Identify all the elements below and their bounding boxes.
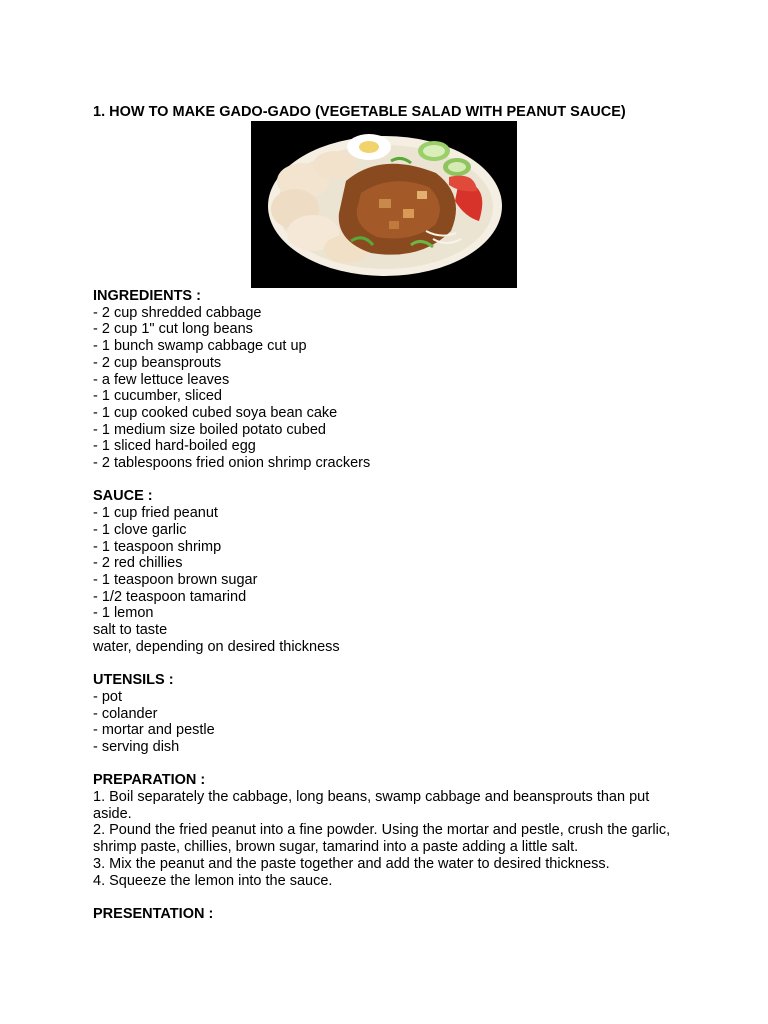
ingredient-item: - 2 cup shredded cabbage [93,304,262,321]
sauce-section [93,488,733,655]
ingredients-section [93,288,733,472]
ingredient-item: - a few lettuce leaves [93,371,230,388]
gado-gado-plate-icon [251,121,517,288]
ingredient-item: - 1 cucumber, sliced [93,388,222,405]
sauce-item: water, depending on desired thickness [93,638,340,655]
utensils-heading: UTENSILS : [93,672,174,689]
utensil-item: - colander [93,705,158,722]
presentation-section [93,906,733,923]
sauce-item: - 1/2 teaspoon tamarind [93,588,247,605]
sauce-heading: SAUCE : [93,488,153,505]
ingredient-item: - 1 sliced hard-boiled egg [93,438,256,455]
ingredient-item: - 2 tablespoons fried onion shrimp crackers [93,455,371,472]
sauce-item: - 1 cup fried peanut [93,505,218,522]
preparation-step: 4. Squeeze the lemon into the sauce. [93,872,333,889]
ingredient-item: - 1 medium size boiled potato cubed [93,421,326,438]
utensil-item: - pot [93,688,123,705]
presentation-heading: PRESENTATION : [93,905,214,922]
sauce-item: - 2 red chillies [93,555,183,572]
utensil-item: - serving dish [93,738,180,755]
sauce-item: salt to taste [93,622,168,639]
preparation-step: 1. Boil separately the cabbage, long beans, swamp cabbage and beansprouts than put aside. [93,789,650,822]
ingredients-heading: INGREDIENTS : [93,288,201,304]
sauce-item: - 1 teaspoon brown sugar [93,571,258,588]
preparation-step: 3. Mix the peanut and the paste together and add the water to desired thickness. [93,855,610,872]
ingredient-item: - 2 cup beansprouts [93,354,222,371]
preparation-step: 2. Pound the fried peanut into a fine powder. Using the mortar and pestle, crush the garlic, shrimp paste, chillies, brown sugar, tamarind into a paste adding a little salt. [93,822,671,856]
utensil-item: - mortar and pestle [93,722,215,739]
sauce-item: - 1 clove garlic [93,521,187,538]
preparation-section [93,772,733,889]
sauce-item: - 1 lemon [93,605,154,622]
recipe-body [93,288,733,939]
sauce-item: - 1 teaspoon shrimp [93,538,222,555]
ingredient-item: - 1 cup cooked cubed soya bean cake [93,404,338,421]
document-page [93,104,733,121]
gado-gado-photo [251,121,517,288]
utensils-section [93,672,733,756]
ingredient-item: - 2 cup 1" cut long beans [93,321,253,338]
recipe-title: 1. HOW TO MAKE GADO-GADO (VEGETABLE SALAD WITH PEANUT SAUCE) [93,104,626,120]
ingredient-item: - 1 bunch swamp cabbage cut up [93,338,307,355]
preparation-heading: PREPARATION : [93,772,206,789]
